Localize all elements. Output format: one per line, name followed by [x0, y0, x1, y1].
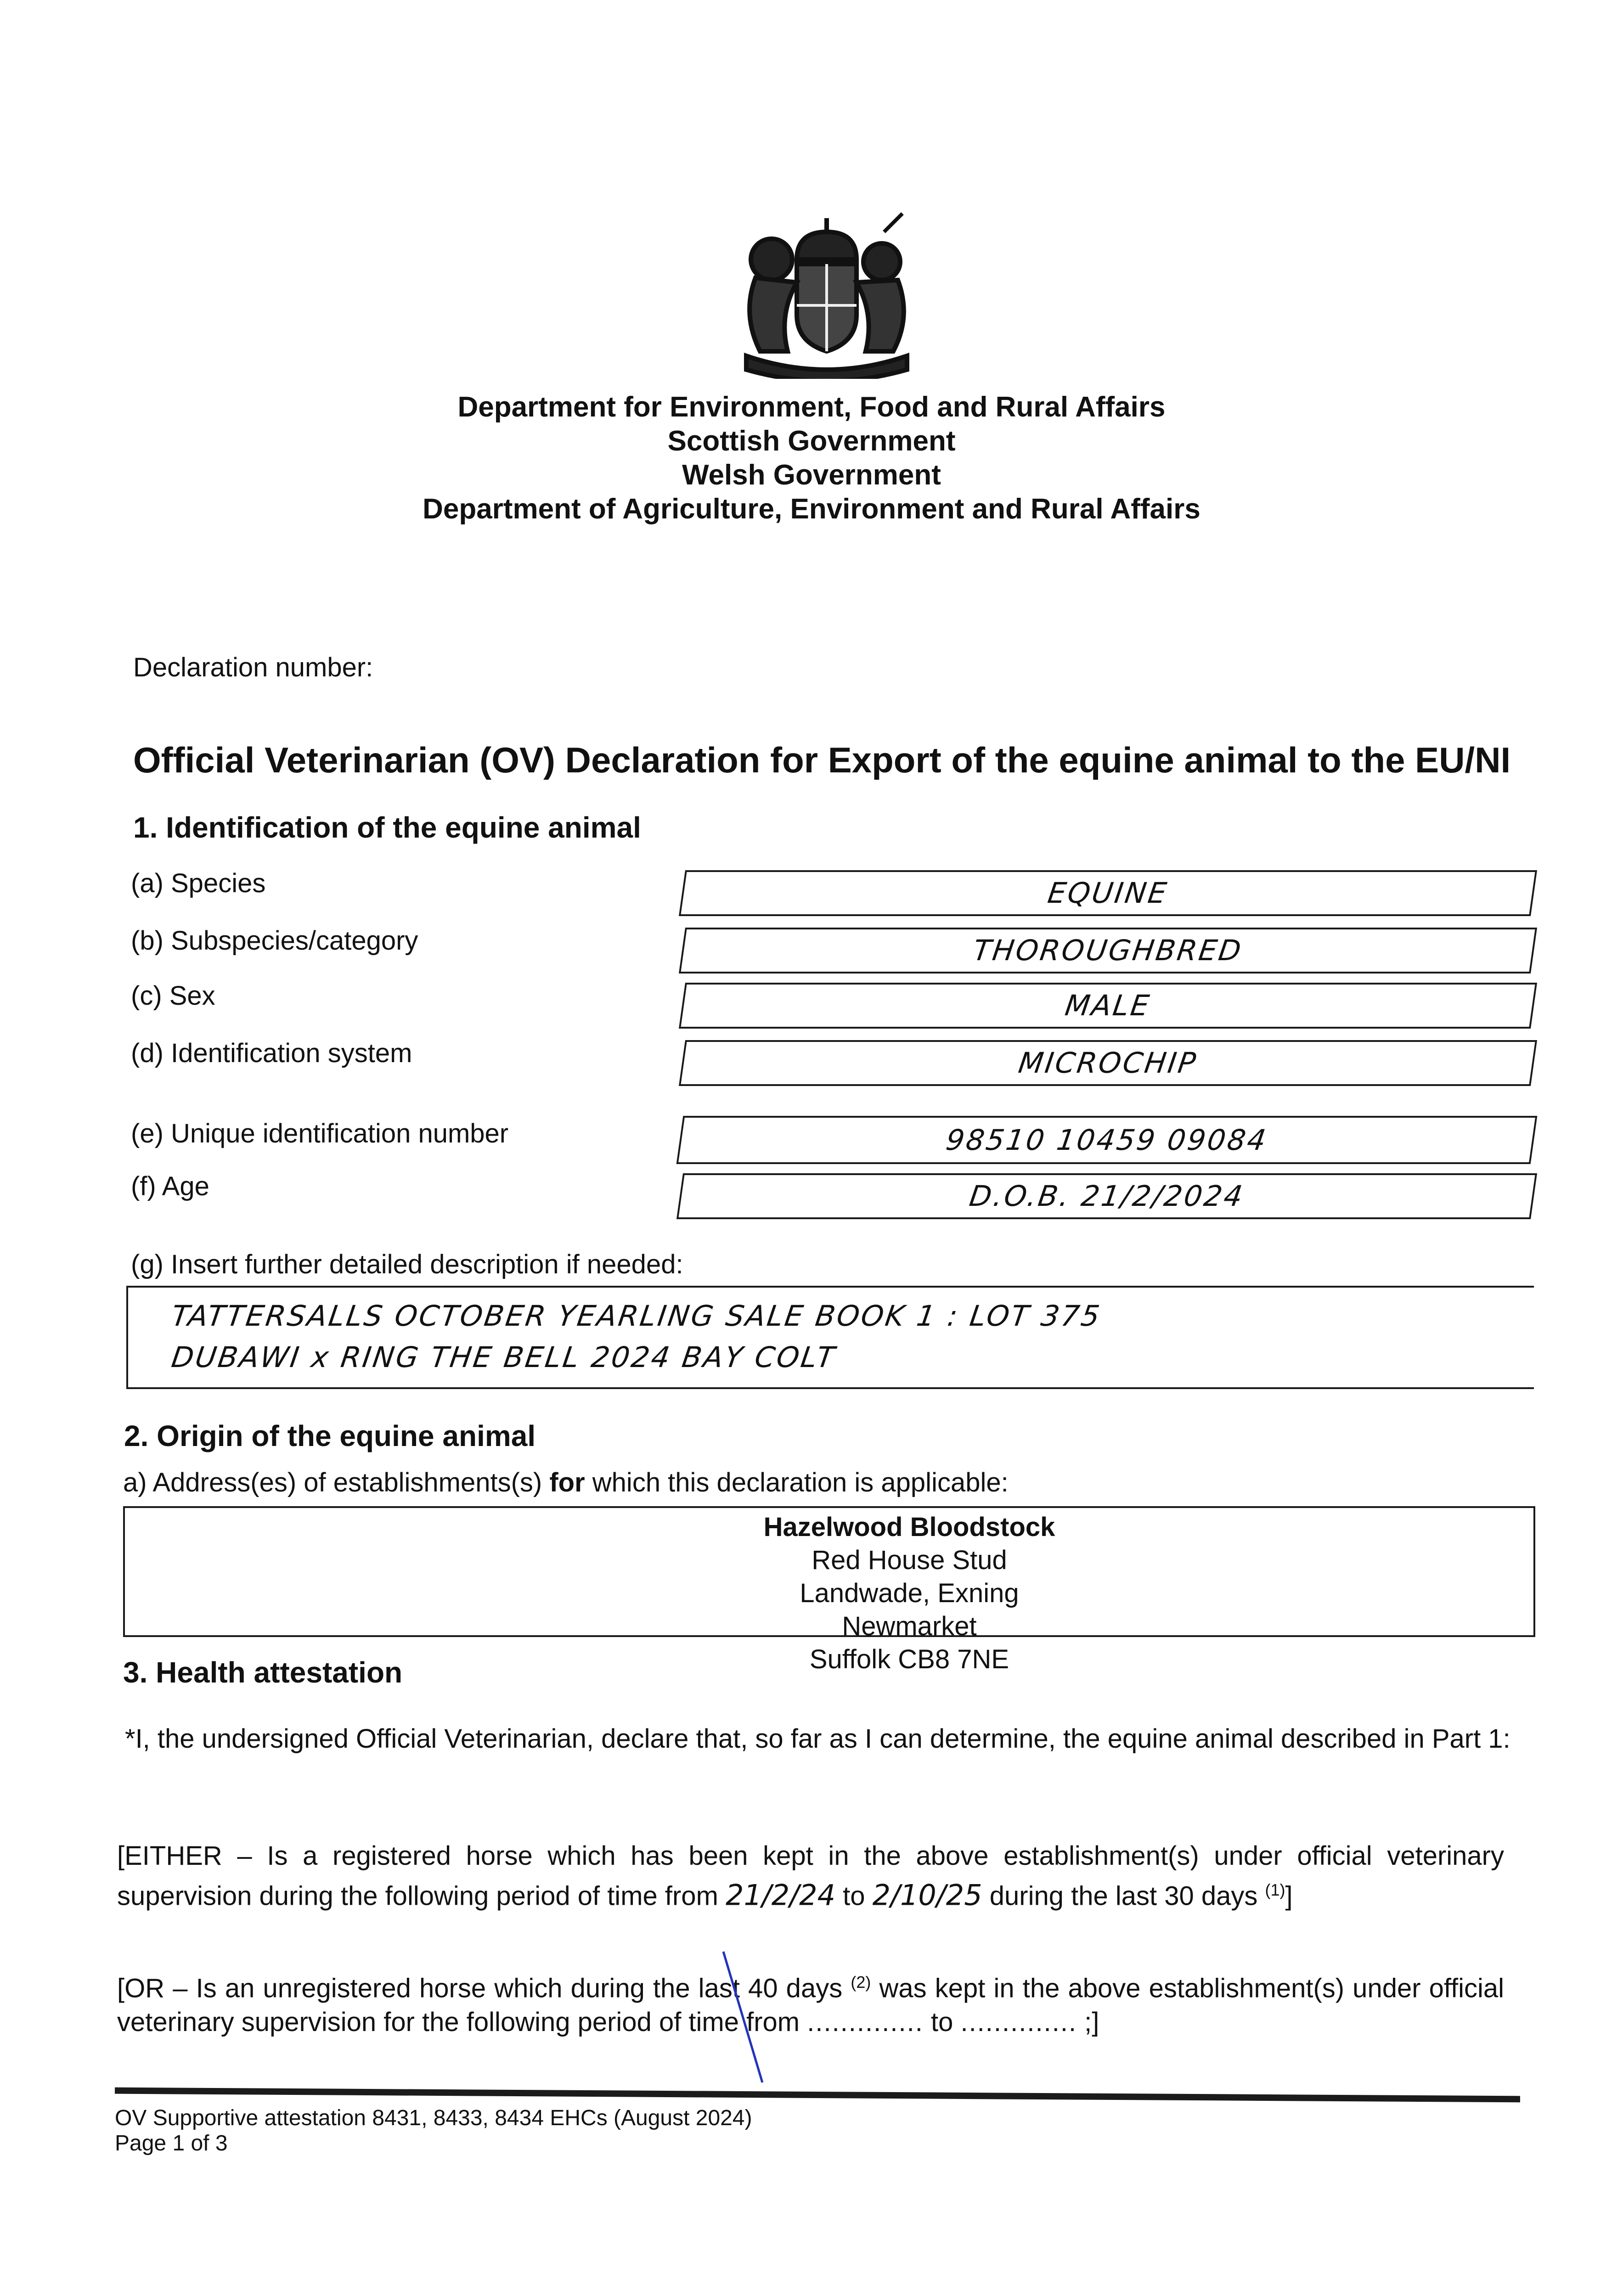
or-clause [117, 1965, 1504, 2039]
sex-field[interactable]: MALE [679, 983, 1537, 1029]
section-2-heading: 2. Origin of the equine animal [124, 1419, 536, 1452]
identification-system-field[interactable]: MICROCHIP [679, 1040, 1537, 1086]
address-label [123, 1467, 1009, 1498]
or-from-date-blank[interactable]: .............. [807, 2007, 924, 2037]
page-number: Page 1 of 3 [115, 2131, 228, 2155]
or-to-word: to [923, 2007, 961, 2037]
species-field[interactable]: EQUINE [679, 870, 1537, 916]
age-label: (f) Age [131, 1171, 209, 1201]
further-description-line-2: DUBAWI x RING THE BELL 2024 BAY COLT [169, 1340, 839, 1374]
either-from-date[interactable]: 21/2/24 [726, 1878, 836, 1912]
subspecies-label: (b) Subspecies/category [131, 926, 418, 956]
further-description-line-1: TATTERSALLS OCTOBER YEARLING SALE BOOK 1 : LOT 375 [169, 1299, 1104, 1333]
footer-divider [115, 2088, 1520, 2103]
unique-id-label: (e) Unique identification number [131, 1119, 509, 1148]
declaration-number-label: Declaration number: [133, 653, 373, 682]
either-text-end: during the last 30 days [982, 1881, 1265, 1911]
establishment-address [703, 1511, 1116, 1676]
unique-id-field[interactable]: 98510 10459 09084 [676, 1116, 1538, 1164]
section-1-heading: 1. Identification of the equine animal [133, 811, 641, 844]
subspecies-field[interactable]: THOROUGHBRED [679, 928, 1537, 974]
footnote-1: (1) [1265, 1880, 1285, 1899]
either-clause [117, 1839, 1504, 1913]
address-line-3: Newmarket [842, 1611, 977, 1641]
sex-label: (c) Sex [131, 981, 215, 1011]
page-title: Official Veterinarian (OV) Declaration for Export of the equine animal to the EU/NI [133, 740, 1511, 780]
organisation-welsh-government: Welsh Government [682, 459, 941, 491]
species-label: (a) Species [131, 868, 266, 898]
address-line-1: Red House Stud [812, 1545, 1007, 1575]
either-to-word: to [835, 1881, 873, 1911]
health-attestation-intro: *I, the undersigned Official Veterinarian, declare that, so far as I can determine, the equine animal described in Part 1: [125, 1724, 1510, 1754]
identification-system-label: (d) Identification system [131, 1038, 412, 1068]
establishment-name: Hazelwood Bloodstock [763, 1512, 1055, 1542]
either-to-date[interactable]: 2/10/25 [872, 1878, 982, 1912]
or-close: ;] [1077, 2007, 1099, 2037]
address-line-4: Suffolk CB8 7NE [809, 1644, 1009, 1674]
section-3-heading: 3. Health attestation [123, 1656, 403, 1689]
or-text: [OR – Is an unregistered horse which during the last 40 days [117, 1973, 851, 2003]
further-description-field[interactable] [126, 1286, 1534, 1389]
strike-through-line-icon [716, 1949, 772, 2087]
address-label-text-end: which this declaration is applicable: [585, 1468, 1009, 1497]
age-field[interactable]: D.O.B. 21/2/2024 [676, 1173, 1537, 1219]
address-line-2: Landwade, Exning [800, 1578, 1019, 1608]
royal-coat-of-arms-icon [728, 209, 925, 379]
either-close: ] [1285, 1881, 1293, 1911]
or-to-date-blank[interactable]: .............. [960, 2007, 1077, 2037]
either-text: [EITHER – Is a registered horse which has been kept in the above establishment(s) under official veterinary supervision during the following period of time from [117, 1841, 1504, 1911]
or-text-mid: was kept in the above establishment(s) under official veterinary supervision for the following period of time from [117, 1973, 1504, 2037]
address-label-bold: for [549, 1468, 585, 1497]
further-description-label: (g) Insert further detailed description if needed: [131, 1249, 683, 1279]
organisation-scottish-government: Scottish Government [667, 425, 956, 457]
organisation-defra: Department for Environment, Food and Rural Affairs [457, 391, 1166, 423]
address-label-text: a) Address(es) of establishments(s) [123, 1468, 550, 1497]
footnote-2: (2) [851, 1973, 871, 1992]
organisation-daera: Department of Agriculture, Environment and Rural Affairs [423, 493, 1200, 525]
footer-reference: OV Supportive attestation 8431, 8433, 8434 EHCs (August 2024) [115, 2106, 752, 2130]
